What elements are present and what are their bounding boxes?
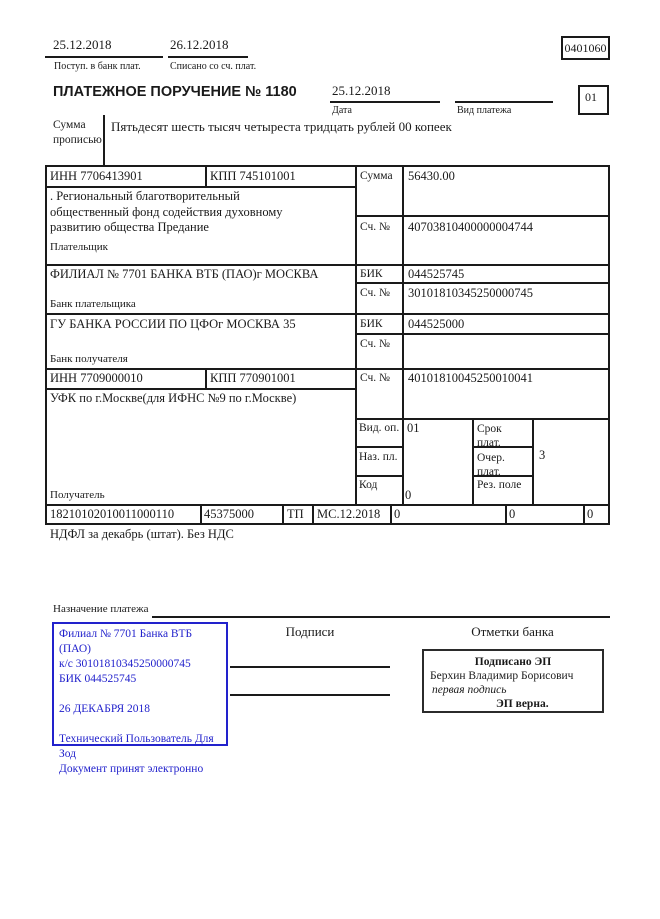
payer-account: 40703810400000004744 [408,220,533,234]
stamp-line: Филиал № 7701 Банка ВТБ (ПАО) [59,628,193,655]
table-line [402,165,404,504]
code-value: 0 [405,488,412,502]
payment-purpose-text: НДФЛ за декабрь (штат). Без НДС [50,527,234,541]
payee-account-label: Сч. № [360,372,391,384]
table-line [355,475,402,477]
payer-account-label: Сч. № [360,221,391,233]
payment-type-underline [455,101,553,103]
op-type-value: 01 [407,421,420,435]
order-value: 3 [539,448,546,462]
amount-words-divider [103,115,105,165]
payer-kpp: КПП 745101001 [210,169,296,183]
payer-name-line: . Региональный благотворительный [50,189,240,203]
table-line [282,504,284,523]
payer-bank-label: Банк плательщика [50,298,136,310]
payee-bank-account-label: Сч. № [360,338,391,350]
date-underline [330,101,440,103]
date-label: Дата [332,105,352,116]
payment-basis: ТП [287,507,304,521]
sum-value: 56430.00 [408,169,455,183]
stamp-line: 26 ДЕКАБРЯ 2018 [59,703,151,715]
sum-label: Сумма [360,170,393,182]
received-date-underline [45,56,163,58]
amount-words-label-1: Сумма [53,119,86,131]
esign-verified: ЭП верна. [496,698,549,710]
table-line [312,504,314,523]
document-title: ПЛАТЕЖНОЕ ПОРУЧЕНИЕ № 1180 [53,84,297,100]
table-line [355,333,610,335]
payment-type-label: Вид платежа [457,105,512,116]
table-line [205,368,207,388]
payer-bank-account: 30101810345250000745 [408,286,533,300]
payee-account: 40101810045250010041 [408,371,533,385]
table-line [355,446,402,448]
table-line [45,165,610,167]
table-line [45,523,610,525]
signature-line-2 [230,694,390,696]
payee-label: Получатель [50,489,105,501]
debited-date-underline [168,56,248,58]
received-in-bank-date: 25.12.2018 [53,37,112,52]
purpose-code-label: Наз. пл. [359,451,398,463]
payer-bank-bik: 044525745 [408,267,465,281]
oktmo-code: 45375000 [204,507,254,521]
table-line [45,165,47,525]
payer-bank-bik-label: БИК [360,268,383,280]
tax-doc-number: 0 [394,507,401,521]
payer-name [50,189,350,236]
table-line [608,165,610,525]
payer-inn: ИНН 7706413901 [50,169,143,183]
esign-title: Подписано ЭП [474,656,552,668]
kbk-code: 18210102010011000110 [50,507,175,521]
payer-name-line: общественный фонд содействия духовному [50,204,283,219]
table-line [355,282,610,284]
bank-stamp [52,622,228,775]
stamp-line [59,717,221,732]
order-label: Очер. плат. [477,452,505,478]
purpose-underline [152,616,610,618]
stamp-line: к/с 30101810345250000745 [59,658,191,670]
table-line [45,504,610,506]
payee-bank-name: ГУ БАНКА РОССИИ ПО ЦФОг МОСКВА 35 [50,317,296,331]
form-code-box: 0401060 [561,36,610,60]
payer-name-line: развитию общества Предание [50,220,209,234]
esign-type: первая подпись [432,684,507,696]
table-line [205,165,207,186]
signatures-header: Подписи [285,624,335,639]
payee-inn: ИНН 7709000010 [50,371,143,385]
reserve-label: Рез. поле [477,479,522,491]
op-type-label: Вид. оп. [359,422,400,434]
amount-words-label-2: прописью [53,134,102,146]
bank-marks-header: Отметки банка [471,624,554,639]
payer-label: Плательщик [50,241,108,253]
table-line [583,504,585,523]
debited-label: Списано со сч. плат. [170,61,257,72]
tax-doc-date: 0 [509,507,516,521]
esign-name: Берхин Владимир Борисович [430,670,574,682]
payee-bank-bik-label: БИК [360,318,383,330]
debited-date: 26.12.2018 [170,37,229,52]
payee-bank-label: Банк получателя [50,353,128,365]
table-line [45,368,610,370]
table-line [45,388,355,390]
table-line [200,504,202,523]
tax-payment-type: 0 [587,507,594,521]
table-line [45,186,355,188]
table-line [390,504,392,523]
table-line [45,313,610,315]
document-date: 25.12.2018 [332,83,391,98]
received-in-bank-label: Поступ. в банк плат. [54,61,141,72]
table-line [45,264,610,266]
table-line [355,215,610,217]
stamp-line [59,687,221,702]
payer-bank-name: ФИЛИАЛ № 7701 БАНКА ВТБ (ПАО)г МОСКВА [50,267,319,281]
stamp-line: Зод [59,748,77,760]
stamp-line: Технический Пользователь Для [59,733,214,745]
table-line [472,418,474,504]
table-line [355,165,357,504]
esignature-box [422,649,604,713]
payer-bank-account-label: Сч. № [360,287,391,299]
payee-kpp: КПП 770901001 [210,371,296,385]
table-line [532,418,534,504]
table-line [505,504,507,523]
code-label: Код [359,479,378,491]
payment-purpose-label: Назначение платежа [53,603,149,615]
table-line [355,418,610,420]
term-label: Срок плат. [477,423,502,449]
stamp-line: БИК 044525745 [59,673,137,685]
amount-in-words: Пятьдесят шесть тысяч четыреста тридцать рублей 00 копеек [111,119,452,134]
signature-line-1 [230,666,390,668]
payee-name: УФК по г.Москве(для ИФНС №9 по г.Москве) [50,391,297,405]
tax-period: МС.12.2018 [317,507,381,521]
status-code-box: 01 [578,85,609,115]
stamp-line: Документ принят электронно [59,763,204,775]
payee-bank-bik: 044525000 [408,317,465,331]
